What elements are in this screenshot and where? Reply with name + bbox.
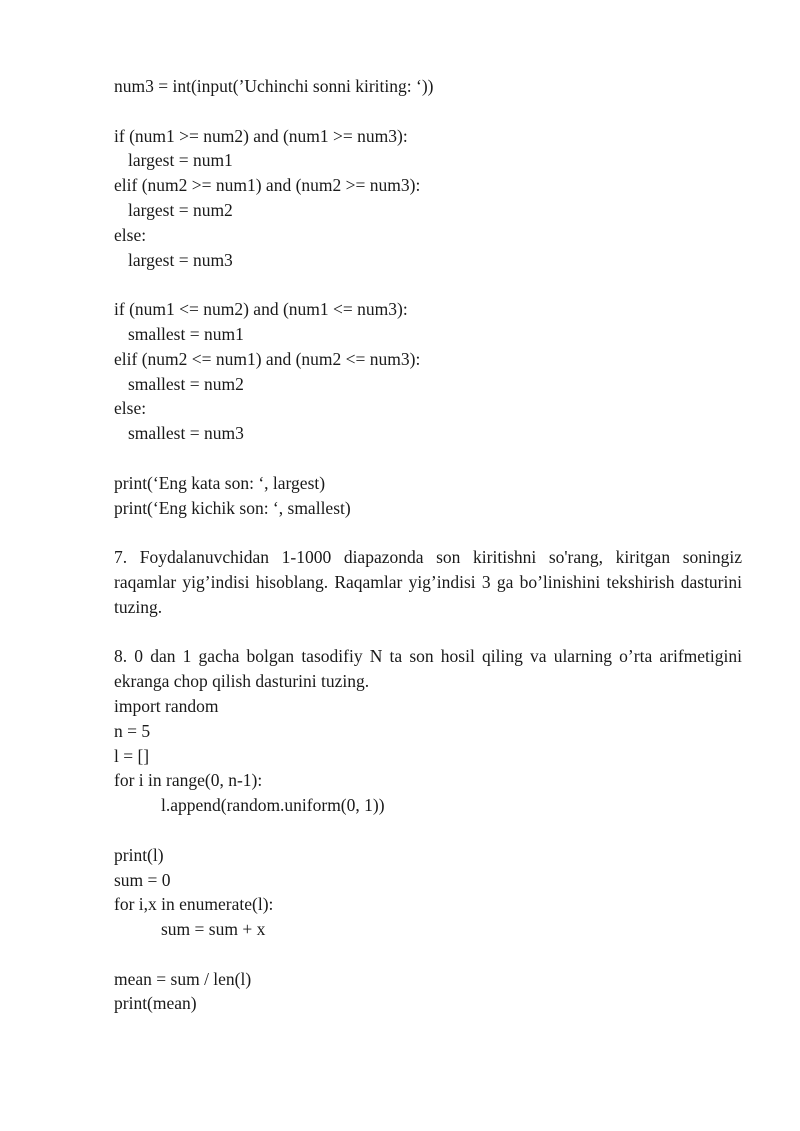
blank-line <box>114 818 742 843</box>
blank-line <box>114 446 742 471</box>
document-page <box>114 74 742 1016</box>
blank-line <box>114 620 742 645</box>
blank-line <box>114 99 742 124</box>
blank-line <box>114 272 742 297</box>
code-line: if (num1 >= num2) and (num1 >= num3): <box>114 125 408 146</box>
code-line: if (num1 <= num2) and (num1 <= num3): <box>114 299 408 320</box>
code-line: smallest = num1 <box>128 323 244 344</box>
code-line: import random <box>114 695 219 716</box>
code-line: num3 = int(input(’Uchinchi sonni kiriting: ‘)) <box>114 76 434 96</box>
code-line: largest = num3 <box>128 249 233 270</box>
blank-line <box>114 942 742 967</box>
code-line: sum = 0 <box>114 869 171 890</box>
code-line: for i,x in enumerate(l): <box>114 894 274 915</box>
code-line: else: <box>114 224 147 245</box>
code-line: n = 5 <box>114 720 151 741</box>
code-line: smallest = num2 <box>128 373 244 394</box>
code-block-random-mean <box>114 694 742 1016</box>
code-line: print(‘Eng kata son: ‘, largest) <box>114 472 326 493</box>
code-line: largest = num1 <box>128 150 233 171</box>
code-line: print(‘Eng kichik son: ‘, smallest) <box>114 497 351 518</box>
code-line: l.append(random.uniform(0, 1)) <box>161 795 385 816</box>
code-block-largest-smallest <box>114 74 742 520</box>
task-7-paragraph: 7. Foydalanuvchidan 1-1000 diapazonda son kiritishni so'rang, kiritgan soningiz raqamlar yig’indisi hisoblang. Raqamlar yig’indisi 3 ga bo’linishini tekshirish dasturini tuzing. <box>114 547 742 617</box>
task-8-paragraph: 8. 0 dan 1 gacha bolgan tasodifiy N ta son hosil qiling va ularning o’rta arifmetigini ekranga chop qilish dasturini tuzing. <box>114 646 742 692</box>
code-line: mean = sum / len(l) <box>114 968 252 989</box>
code-line: print(l) <box>114 844 164 865</box>
code-line: else: <box>114 398 147 419</box>
code-line: elif (num2 >= num1) and (num2 >= num3): <box>114 175 421 196</box>
code-line: smallest = num3 <box>128 423 244 444</box>
code-line: for i in range(0, n-1): <box>114 770 263 791</box>
blank-line <box>114 520 742 545</box>
code-line: largest = num2 <box>128 199 233 220</box>
code-line: sum = sum + x <box>161 919 266 940</box>
code-line: l = [] <box>114 745 150 766</box>
code-line: print(mean) <box>114 993 197 1014</box>
code-line: elif (num2 <= num1) and (num2 <= num3): <box>114 348 421 369</box>
